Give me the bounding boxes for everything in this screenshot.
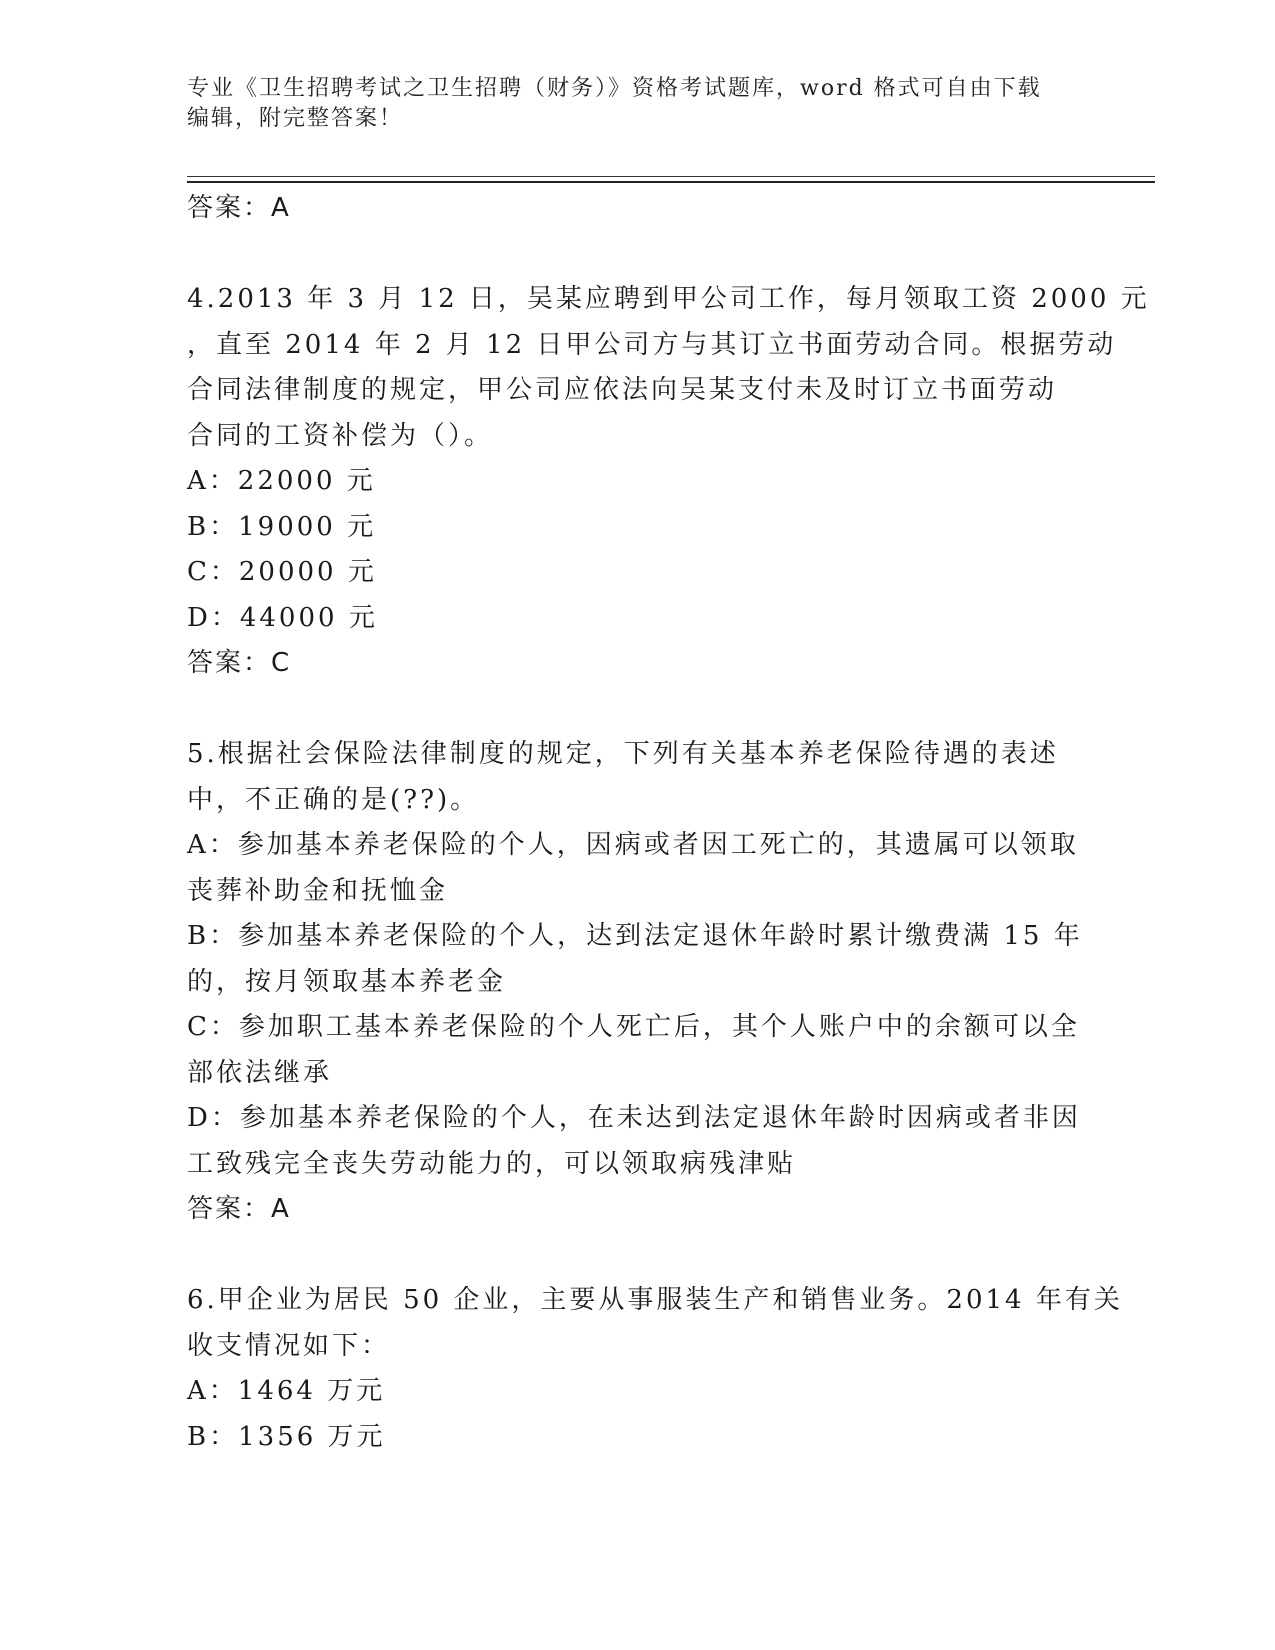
question-5-option-c-cont: 部依法继承 (187, 1057, 333, 1088)
spacer (187, 687, 1087, 733)
question-5-option-b: B：参加基本养老保险的个人，达到法定退休年龄时累计缴费满 15 年 (187, 921, 1083, 951)
question-4-stem-line: 合同法律制度的规定，甲公司应依法向吴某支付未及时订立书面劳动 (187, 375, 1058, 405)
question-5-option-d-cont: 工致残完全丧失劳动能力的，可以领取病残津贴 (187, 1148, 797, 1179)
header-line-1: 专业《卫生招聘考试之卫生招聘（财务）》资格考试题库，word 格式可自由下载 (187, 76, 1042, 101)
question-4-answer: 答案：C (187, 648, 292, 678)
question-5-answer: 答案：A (187, 1194, 291, 1224)
spacer (187, 232, 1087, 278)
question-4-option-b: B：19000 元 (187, 511, 377, 542)
question-5-stem-line: 中，不正确的是(??)。 (187, 784, 480, 815)
question-5-option-b-cont: 的，按月领取基本养老金 (187, 966, 507, 997)
question-4-option-c: C：20000 元 (187, 557, 377, 587)
question-6-stem-line: 收支情况如下： (187, 1330, 391, 1361)
question-6-stem-line: 6.甲企业为居民 50 企业，主要从事服装生产和销售业务。2014 年有关 (187, 1285, 1123, 1315)
header-rule-thick (187, 181, 1155, 183)
question-5-option-a-cont: 丧葬补助金和抚恤金 (187, 875, 449, 906)
question-6-option-a: A：1464 万元 (187, 1376, 386, 1406)
document-body (187, 186, 1150, 1460)
question-6 (187, 1278, 1123, 1460)
document-header (187, 74, 1067, 134)
header-rule-thin (187, 176, 1155, 177)
spacer (187, 1233, 1087, 1279)
question-4-stem-line: ，直至 2014 年 2 月 12 日甲公司方与其订立书面劳动合同。根据劳动 (187, 329, 1117, 360)
answer-prev: 答案：A (187, 193, 291, 223)
question-4-option-a: A：22000 元 (187, 466, 376, 496)
question-4-option-d: D：44000 元 (187, 602, 378, 633)
header-line-2: 编辑，附完整答案！ (187, 106, 404, 131)
question-4 (187, 277, 1150, 687)
question-5-stem-line: 5.根据社会保险法律制度的规定，下列有关基本养老保险待遇的表述 (187, 739, 1059, 769)
question-6-option-b: B：1356 万元 (187, 1421, 386, 1452)
question-5-option-a: A：参加基本养老保险的个人，因病或者因工死亡的，其遗属可以领取 (187, 830, 1079, 860)
question-4-stem-line: 合同的工资补偿为（）。 (187, 420, 494, 451)
question-5-option-d: D：参加基本养老保险的个人，在未达到法定退休年龄时因病或者非因 (187, 1103, 1081, 1133)
question-4-stem-line: 4.2013 年 3 月 12 日，吴某应聘到甲公司工作，每月领取工资 2000 元 (187, 284, 1150, 314)
question-5 (187, 732, 1087, 1233)
question-5-option-c: C：参加职工基本养老保险的个人死亡后，其个人账户中的余额可以全 (187, 1012, 1080, 1042)
